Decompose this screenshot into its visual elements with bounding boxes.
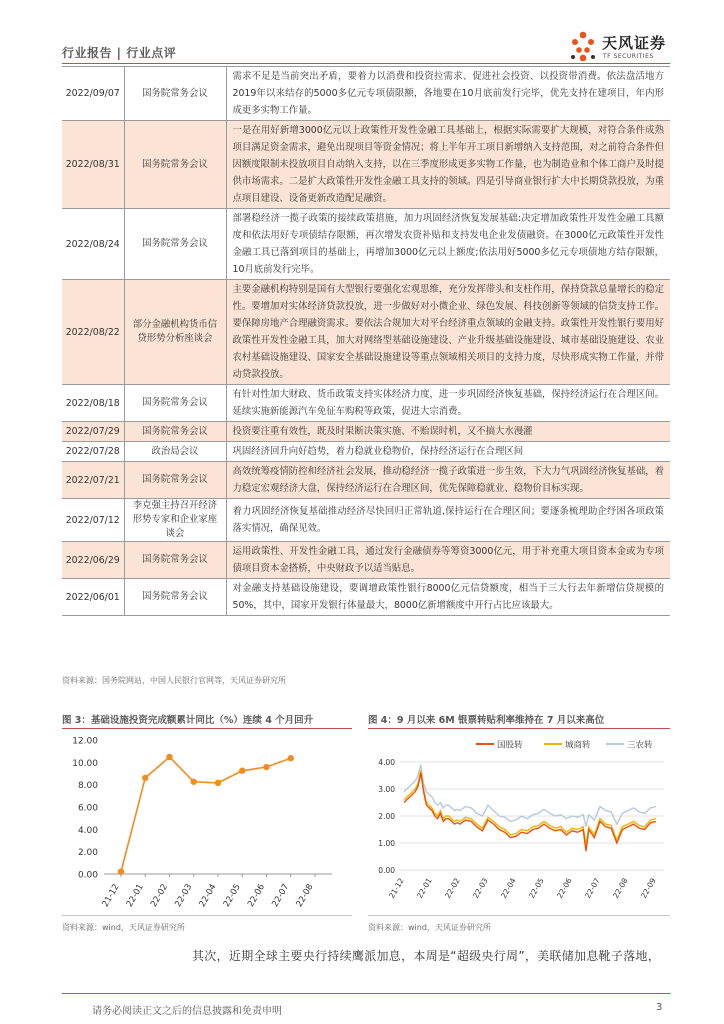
row-content: 巩固经济回升向好趋势，着力稳就业稳物价，保持经济运行在合理区间: [226, 442, 670, 462]
figure3-divider: [62, 728, 352, 729]
y-tick-label: 10.00: [72, 758, 98, 769]
row-organization: 部分金融机构货币信贷形势分析座谈会: [124, 280, 226, 385]
row-content: 部署稳经济一揽子政策的接续政策措施，加力巩固经济恢复发展基础:决定增加政策性开发性金融工具额度和依法用好专项债结存限额，再次增发农资补贴和支持发电企业发债融资。在3000亿元政策性开发性金融工具已落到项目的基础上，再增加3000亿元以上额度;依法用好5000多亿元专项债地方结存限额，10月底前发行完毕。: [226, 209, 670, 280]
row-date: 2022/07/21: [62, 462, 124, 499]
x-tick-label: 22-09: [639, 876, 658, 900]
logo-name-en: TF SECURITIES: [603, 53, 654, 60]
footer-disclaimer[interactable]: 请务必阅读正文之后的信息披露和免责申明: [92, 1006, 282, 1017]
row-content: 需求不足是当前突出矛盾，要着力以消费和投资拉需求、促进社会投资、以投资带消费。依法盘活地方2019年以来结存的5000多亿元专项债限额，各地要在10月底前发行完毕，优先支持在建项目，年内形成更多实物工作量。: [226, 67, 670, 121]
x-tick-label: 22-03: [471, 876, 490, 900]
row-organization: 国务院常务会议: [124, 67, 226, 121]
row-organization: 国务院常务会议: [124, 542, 226, 579]
x-tick-label: 22-04: [499, 876, 518, 900]
row-organization: 国务院常务会议: [124, 209, 226, 280]
data-point: [191, 779, 197, 785]
row-date: 2022/09/07: [62, 67, 124, 121]
row-date: 2022/08/24: [62, 209, 124, 280]
table-row: [62, 121, 670, 209]
table-source: 资料来源：国务院网站，中国人民银行官网等，天风证券研究所: [62, 676, 286, 685]
row-organization: 国务院常务会议: [124, 462, 226, 499]
figure3-source: 资料来源：wind，天风证券研究所: [62, 923, 185, 932]
y-tick-label: 4.00: [77, 825, 98, 836]
body-paragraph: 其次，近期全球主要央行持续鹰派加息，本周是“超级央行周”，美联储加息靴子落地，: [192, 949, 661, 963]
y-tick-label: 2.00: [378, 812, 395, 821]
y-tick-label: 3.00: [378, 785, 395, 794]
row-content: 运用政策性、开发性金融工具，通过发行金融债券等筹资3000亿元，用于补充重大项目资本金或为专项债项目资本金搭桥，中央财政予以适当贴息。: [226, 542, 670, 579]
x-tick-label: 22-02: [443, 876, 462, 900]
y-tick-label: 4.00: [378, 758, 395, 767]
data-point: [166, 754, 172, 760]
row-organization: 国务院常务会议: [124, 422, 226, 442]
brand-logo: [568, 30, 678, 64]
x-tick-label: 22-08: [294, 882, 316, 909]
row-organization: 李克强主持召开经济形势专家和企业家座谈会: [124, 499, 226, 542]
x-tick-label: 21-12: [100, 882, 122, 909]
data-point: [239, 768, 245, 774]
x-tick-label: 22-01: [415, 876, 434, 900]
row-date: 2022/07/12: [62, 499, 124, 542]
row-content: 对金融支持基础设施建设，要调增政策性银行8000亿元信贷额度，相当于三大行去年新增信贷规模的50%，其中，国家开发银行体量最大，8000亿新增额度中开行占比应该最大。: [226, 579, 670, 616]
header-divider: [62, 63, 670, 64]
x-tick-label: 22-01: [124, 882, 146, 909]
x-tick-label: 22-03: [173, 882, 195, 909]
table-row: [62, 462, 670, 499]
row-date: 2022/07/29: [62, 422, 124, 442]
report-category: 行业报告 | 行业点评: [62, 46, 177, 60]
y-tick-label: 6.00: [77, 803, 98, 814]
y-tick-label: 1.00: [378, 839, 395, 848]
x-tick-label: 22-06: [246, 882, 268, 909]
table-row: [62, 209, 670, 280]
row-content: 着力巩固经济恢复基础推动经济尽快回归正常轨道,保持运行在合理区间；要逐条梳理助企纾困各项政策落实情况，确保见效。: [226, 499, 670, 542]
figure4-chart: [368, 732, 670, 912]
table-row: [62, 442, 670, 462]
row-content: 有针对性加大财政、货币政策支持实体经济力度，进一步巩固经济恢复基础，保持经济运行在合理区间。延续实施新能源汽车免征车购税等政策，促进大宗消费。: [226, 385, 670, 422]
table-row: [62, 422, 670, 442]
data-point: [142, 775, 148, 781]
logo-mark-icon: [568, 30, 598, 64]
page-number: 3: [656, 1002, 663, 1013]
series-line-1: [404, 770, 656, 846]
legend-label: 城商转: [565, 740, 591, 751]
row-organization: 国务院常务会议: [124, 385, 226, 422]
table-row: [62, 67, 670, 121]
row-date: 2022/07/28: [62, 442, 124, 462]
series-line-0: [404, 773, 656, 851]
row-organization: 政治局会议: [124, 442, 226, 462]
table-row: [62, 542, 670, 579]
row-date: 2022/06/01: [62, 579, 124, 616]
figure4-bottom-divider: [368, 915, 670, 916]
figure4-source: 资料来源：wind，天风证券研究所: [368, 923, 491, 932]
y-tick-label: 2.00: [77, 848, 98, 859]
figure3-bottom-divider: [62, 915, 352, 916]
data-point: [118, 868, 124, 874]
x-tick-label: 22-05: [221, 882, 243, 909]
row-organization: 国务院常务会议: [124, 121, 226, 209]
row-date: 2022/08/22: [62, 280, 124, 385]
y-tick-label: 0.00: [378, 866, 395, 875]
x-tick-label: 22-08: [611, 876, 630, 900]
x-tick-label: 22-07: [270, 882, 292, 909]
y-tick-label: 0.00: [77, 870, 98, 881]
row-date: 2022/06/29: [62, 542, 124, 579]
figure4-divider: [368, 728, 670, 729]
x-tick-label: 21-12: [387, 876, 406, 900]
table-row: [62, 280, 670, 385]
table-row: [62, 579, 670, 616]
legend-label: 国股转: [497, 740, 523, 751]
row-date: 2022/08/31: [62, 121, 124, 209]
row-organization: 国务院常务会议: [124, 579, 226, 616]
data-point: [215, 780, 221, 786]
row-content: 一是在用好新增3000亿元以上政策性开发性金融工具基础上，根据实际需要扩大规模，对符合条件成熟项目满足资金需求，避免出现项目等资金情况；将上半年开工项目新增纳入支持范围，对之前符合条件但因额度限制未投放项目自动纳入支持，以在三季度形成更多实物工作量，也为制造业和个体工商户及时提供市场需求。二是扩大政策性开发性金融工具支持的领域。四是引导商业银行扩大中长期贷款投放，为重点项目建设、设备更新改造配足融资。: [226, 121, 670, 209]
row-content: 主要金融机构特别是国有大型银行要强化宏观思维，充分发挥带头和支柱作用，保持贷款总量增长的稳定性。要增加对实体经济贷款投放，进一步做好对小微企业、绿色发展、科技创新等领域的信贷支持工作。要保障房地产合理融资需求。要依法合规加大对平台经济重点领域的金融支持。政策性开发性银行要用好政策性开发性金融工具，加大对网络型基础设施建设、产业升级基础设施建设、城市基础设施建设、农业农村基础设施建设、国家安全基础设施建设等重点领域相关项目的支持力度，尽快形成实物工作量，并带动贷款投放。: [226, 280, 670, 385]
x-tick-label: 22-02: [149, 882, 171, 909]
table-row: [62, 499, 670, 542]
series-line: [121, 757, 291, 872]
footer-divider: [62, 993, 670, 994]
x-tick-label: 22-05: [527, 876, 546, 900]
policy-table: [62, 66, 670, 616]
x-tick-label: 22-07: [583, 876, 602, 900]
x-tick-label: 22-06: [555, 876, 574, 900]
x-tick-label: 22-04: [197, 882, 219, 909]
data-point: [263, 764, 269, 770]
legend-label: 三农转: [627, 740, 653, 751]
figure3-chart: [62, 732, 352, 912]
y-tick-label: 12.00: [72, 736, 98, 747]
row-date: 2022/08/18: [62, 385, 124, 422]
data-point: [288, 755, 294, 761]
row-content: 高效统筹疫情防控和经济社会发展，推动稳经济一揽子政策进一步生效，下大力气巩固经济恢复基础，着力稳定宏观经济大盘，保持经济运行在合理区间，优先保障稳就业、稳物价目标实现。: [226, 462, 670, 499]
figure3-title: 图 3：基础设施投资完成额累计同比（%）连续 4 个月回升: [62, 715, 314, 726]
logo-name-cn: 天风证券: [602, 34, 667, 52]
row-content: 投资要注重有效性，既及时果断决策实施、不贻误时机，又不搞大水漫灌: [226, 422, 670, 442]
y-tick-label: 8.00: [77, 781, 98, 792]
table-row: [62, 385, 670, 422]
figure4-title: 图 4：9 月以来 6M 银票转贴利率维持在 7 月以来高位: [368, 715, 605, 726]
